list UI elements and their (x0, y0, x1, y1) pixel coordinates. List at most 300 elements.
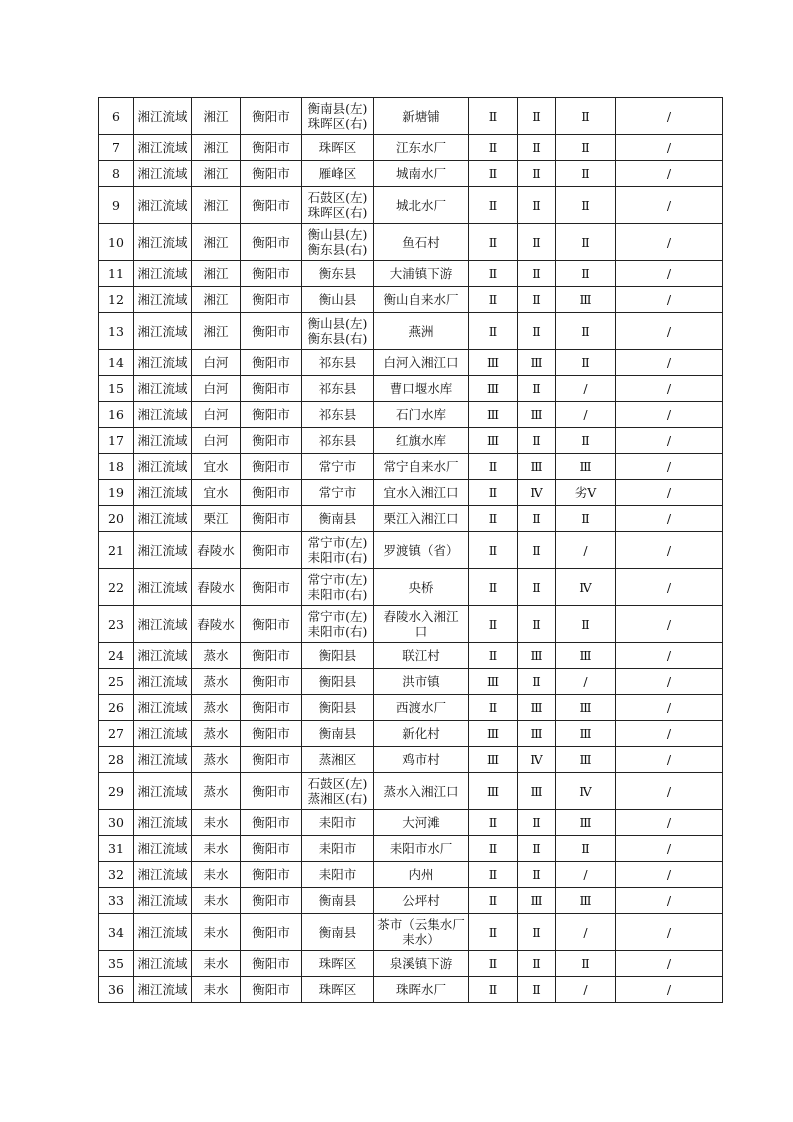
county-cell-line: 衡南县 (318, 726, 357, 741)
class-cell-1: Ⅱ (469, 98, 518, 135)
row-number: 31 (99, 836, 134, 862)
basin-cell: 湘江流域 (134, 376, 192, 402)
table-row (99, 506, 723, 532)
row-number: 17 (99, 428, 134, 454)
note-cell: / (616, 224, 723, 261)
county-cell (302, 161, 374, 187)
class-cell-2: Ⅱ (518, 261, 556, 287)
city-cell: 衡阳市 (241, 261, 302, 287)
note-cell: / (616, 480, 723, 506)
note-cell: / (616, 721, 723, 747)
basin-cell: 湘江流域 (134, 643, 192, 669)
class-cell-2: Ⅲ (518, 402, 556, 428)
row-number: 29 (99, 773, 134, 810)
note-cell: / (616, 135, 723, 161)
section-cell (374, 261, 469, 287)
section-cell-line: 洪市镇 (402, 674, 440, 689)
basin-cell: 湘江流域 (134, 261, 192, 287)
basin-cell: 湘江流域 (134, 569, 192, 606)
class-cell-3: Ⅱ (556, 606, 616, 643)
county-cell-line: 祁东县 (318, 381, 357, 396)
county-cell (302, 454, 374, 480)
class-cell-2: Ⅱ (518, 506, 556, 532)
table-row (99, 836, 723, 862)
table-row (99, 569, 723, 606)
class-cell-1: Ⅲ (469, 669, 518, 695)
class-cell-3: Ⅱ (556, 187, 616, 224)
class-cell-3: Ⅱ (556, 135, 616, 161)
class-cell-3: Ⅲ (556, 810, 616, 836)
river-cell: 湘江 (192, 98, 241, 135)
row-number: 6 (99, 98, 134, 135)
river-cell: 蒸水 (192, 773, 241, 810)
basin-cell: 湘江流域 (134, 695, 192, 721)
county-cell-line: 蒸湘区(右) (307, 791, 368, 806)
river-cell: 湘江 (192, 135, 241, 161)
county-cell (302, 376, 374, 402)
note-cell: / (616, 606, 723, 643)
table-row (99, 643, 723, 669)
section-cell-line: 新化村 (402, 726, 440, 741)
class-cell-2: Ⅳ (518, 480, 556, 506)
county-cell (302, 914, 374, 951)
class-cell-3: Ⅳ (556, 773, 616, 810)
section-cell (374, 287, 469, 313)
river-cell: 白河 (192, 376, 241, 402)
county-cell (302, 532, 374, 569)
class-cell-2: Ⅱ (518, 669, 556, 695)
county-cell-line: 衡阳县 (318, 674, 357, 689)
table-row (99, 773, 723, 810)
section-cell-line: 栗江入湘江口 (383, 511, 459, 526)
county-cell (302, 695, 374, 721)
row-number: 9 (99, 187, 134, 224)
city-cell: 衡阳市 (241, 480, 302, 506)
class-cell-3: 劣Ⅴ (556, 480, 616, 506)
row-number: 33 (99, 888, 134, 914)
table-row (99, 98, 723, 135)
table-row (99, 402, 723, 428)
county-cell-line: 衡山县(左) (307, 316, 368, 331)
note-cell: / (616, 951, 723, 977)
class-cell-1: Ⅲ (469, 721, 518, 747)
section-cell-line: 白河入湘江口 (383, 355, 459, 370)
section-cell-line: 罗渡镇（省） (383, 542, 459, 558)
row-number: 36 (99, 977, 134, 1003)
county-cell-line: 蒸湘区 (318, 752, 357, 767)
river-cell: 宜水 (192, 480, 241, 506)
basin-cell: 湘江流域 (134, 606, 192, 643)
section-cell-line: 城南水厂 (395, 166, 446, 181)
table-body (99, 98, 723, 1003)
basin-cell: 湘江流域 (134, 402, 192, 428)
county-cell (302, 862, 374, 888)
row-number: 32 (99, 862, 134, 888)
section-cell (374, 187, 469, 224)
basin-cell: 湘江流域 (134, 135, 192, 161)
county-cell-line: 衡阳县 (318, 700, 357, 715)
section-cell-line: 燕洲 (408, 323, 434, 339)
class-cell-3: / (556, 532, 616, 569)
class-cell-1: Ⅱ (469, 532, 518, 569)
note-cell: / (616, 506, 723, 532)
class-cell-1: Ⅱ (469, 135, 518, 161)
county-cell-line: 珠晖区 (318, 956, 357, 971)
river-cell: 蒸水 (192, 721, 241, 747)
river-cell: 湘江 (192, 187, 241, 224)
county-cell-line: 珠晖区(右) (307, 116, 368, 131)
class-cell-1: Ⅱ (469, 977, 518, 1003)
class-cell-2: Ⅳ (518, 747, 556, 773)
basin-cell: 湘江流域 (134, 721, 192, 747)
class-cell-1: Ⅲ (469, 773, 518, 810)
section-cell-line: 红旗水库 (395, 433, 446, 448)
section-cell-line: 宜水入湘江口 (383, 485, 459, 500)
class-cell-1: Ⅱ (469, 161, 518, 187)
class-cell-1: Ⅱ (469, 643, 518, 669)
county-cell (302, 669, 374, 695)
city-cell: 衡阳市 (241, 532, 302, 569)
county-cell-line: 衡南县 (318, 511, 357, 526)
class-cell-1: Ⅲ (469, 350, 518, 376)
city-cell: 衡阳市 (241, 376, 302, 402)
note-cell: / (616, 695, 723, 721)
table-row (99, 454, 723, 480)
table-row (99, 187, 723, 224)
basin-cell: 湘江流域 (134, 773, 192, 810)
row-number: 19 (99, 480, 134, 506)
class-cell-2: Ⅱ (518, 977, 556, 1003)
county-cell-line: 常宁市(左) (307, 535, 368, 550)
section-cell (374, 951, 469, 977)
class-cell-2: Ⅱ (518, 224, 556, 261)
river-cell: 蒸水 (192, 747, 241, 773)
section-cell-line: 城北水厂 (395, 197, 446, 213)
table-row (99, 480, 723, 506)
note-cell: / (616, 428, 723, 454)
county-cell-line: 衡东县(右) (307, 331, 368, 346)
class-cell-3: / (556, 669, 616, 695)
section-cell (374, 532, 469, 569)
basin-cell: 湘江流域 (134, 914, 192, 951)
row-number: 15 (99, 376, 134, 402)
table-row (99, 376, 723, 402)
county-cell-line: 衡阳县 (318, 648, 357, 663)
section-cell (374, 98, 469, 135)
basin-cell: 湘江流域 (134, 747, 192, 773)
class-cell-2: Ⅱ (518, 951, 556, 977)
class-cell-1: Ⅲ (469, 428, 518, 454)
county-cell-line: 石鼓区(左) (307, 190, 368, 205)
document-page (98, 97, 723, 1003)
county-cell-line: 衡山县 (318, 292, 357, 307)
city-cell: 衡阳市 (241, 888, 302, 914)
county-cell (302, 135, 374, 161)
county-cell (302, 187, 374, 224)
river-cell: 湘江 (192, 287, 241, 313)
county-cell (302, 261, 374, 287)
county-cell-line: 常宁市 (318, 459, 357, 474)
section-cell (374, 313, 469, 350)
basin-cell: 湘江流域 (134, 480, 192, 506)
class-cell-3: / (556, 977, 616, 1003)
county-cell (302, 888, 374, 914)
note-cell: / (616, 350, 723, 376)
class-cell-2: Ⅱ (518, 376, 556, 402)
basin-cell: 湘江流域 (134, 161, 192, 187)
row-number: 8 (99, 161, 134, 187)
class-cell-2: Ⅱ (518, 569, 556, 606)
class-cell-3: Ⅱ (556, 261, 616, 287)
county-cell-line: 祁东县 (318, 433, 357, 448)
county-cell-line: 耒阳市 (318, 867, 357, 882)
class-cell-2: Ⅱ (518, 606, 556, 643)
section-cell-line: 泉溪镇下游 (389, 956, 453, 971)
county-cell-line: 常宁市(左) (307, 609, 368, 624)
basin-cell: 湘江流域 (134, 98, 192, 135)
section-cell-line: 茶市（云集水厂 (377, 917, 465, 932)
city-cell: 衡阳市 (241, 695, 302, 721)
class-cell-3: Ⅲ (556, 888, 616, 914)
county-cell-line: 石鼓区(左) (307, 776, 368, 791)
class-cell-1: Ⅱ (469, 287, 518, 313)
table-row (99, 888, 723, 914)
county-cell-line: 耒阳市(右) (307, 550, 368, 565)
section-cell-line: 大河滩 (402, 815, 440, 830)
section-cell-line: 舂陵水入湘江 (383, 609, 459, 624)
city-cell: 衡阳市 (241, 773, 302, 810)
row-number: 21 (99, 532, 134, 569)
table-row (99, 224, 723, 261)
county-cell (302, 747, 374, 773)
row-number: 18 (99, 454, 134, 480)
city-cell: 衡阳市 (241, 643, 302, 669)
city-cell: 衡阳市 (241, 224, 302, 261)
basin-cell: 湘江流域 (134, 506, 192, 532)
table-row (99, 747, 723, 773)
section-cell (374, 428, 469, 454)
note-cell: / (616, 862, 723, 888)
table-row (99, 914, 723, 951)
note-cell: / (616, 810, 723, 836)
city-cell: 衡阳市 (241, 977, 302, 1003)
county-cell (302, 606, 374, 643)
class-cell-2: Ⅲ (518, 888, 556, 914)
river-cell: 舂陵水 (192, 569, 241, 606)
row-number: 14 (99, 350, 134, 376)
section-cell (374, 606, 469, 643)
section-cell (374, 747, 469, 773)
section-cell-line: 耒水） (402, 932, 440, 947)
section-cell (374, 836, 469, 862)
row-number: 25 (99, 669, 134, 695)
class-cell-2: Ⅱ (518, 836, 556, 862)
city-cell: 衡阳市 (241, 287, 302, 313)
class-cell-1: Ⅲ (469, 376, 518, 402)
section-cell (374, 773, 469, 810)
basin-cell: 湘江流域 (134, 810, 192, 836)
section-cell (374, 224, 469, 261)
city-cell: 衡阳市 (241, 810, 302, 836)
county-cell (302, 98, 374, 135)
county-cell-line: 衡南县(左) (307, 101, 368, 116)
county-cell (302, 313, 374, 350)
table-row (99, 810, 723, 836)
river-cell: 耒水 (192, 977, 241, 1003)
note-cell: / (616, 532, 723, 569)
river-cell: 耒水 (192, 914, 241, 951)
section-cell-line: 央桥 (408, 579, 434, 595)
class-cell-2: Ⅲ (518, 454, 556, 480)
county-cell-line: 珠晖区 (318, 982, 357, 997)
section-cell (374, 402, 469, 428)
county-cell (302, 506, 374, 532)
row-number: 13 (99, 313, 134, 350)
section-cell (374, 721, 469, 747)
section-cell-line: 曹口堰水库 (389, 381, 453, 396)
basin-cell: 湘江流域 (134, 836, 192, 862)
class-cell-1: Ⅱ (469, 224, 518, 261)
section-cell-line: 公坪村 (402, 893, 440, 908)
class-cell-1: Ⅱ (469, 569, 518, 606)
county-cell-line: 衡东县 (318, 266, 357, 281)
city-cell: 衡阳市 (241, 135, 302, 161)
class-cell-1: Ⅲ (469, 747, 518, 773)
river-cell: 湘江 (192, 161, 241, 187)
class-cell-1: Ⅱ (469, 454, 518, 480)
table-row (99, 977, 723, 1003)
table-row (99, 287, 723, 313)
row-number: 27 (99, 721, 134, 747)
county-cell (302, 350, 374, 376)
class-cell-3: Ⅳ (556, 569, 616, 606)
note-cell: / (616, 261, 723, 287)
row-number: 34 (99, 914, 134, 951)
row-number: 11 (99, 261, 134, 287)
table-row (99, 313, 723, 350)
county-cell-line: 耒阳市(右) (307, 587, 368, 602)
class-cell-2: Ⅲ (518, 773, 556, 810)
class-cell-2: Ⅱ (518, 914, 556, 951)
class-cell-2: Ⅱ (518, 161, 556, 187)
city-cell: 衡阳市 (241, 350, 302, 376)
section-cell (374, 914, 469, 951)
county-cell-line: 祁东县 (318, 407, 357, 422)
city-cell: 衡阳市 (241, 402, 302, 428)
county-cell (302, 402, 374, 428)
county-cell (302, 569, 374, 606)
basin-cell: 湘江流域 (134, 532, 192, 569)
note-cell: / (616, 669, 723, 695)
county-cell (302, 224, 374, 261)
city-cell: 衡阳市 (241, 569, 302, 606)
class-cell-3: Ⅱ (556, 350, 616, 376)
river-cell: 蒸水 (192, 643, 241, 669)
basin-cell: 湘江流域 (134, 224, 192, 261)
row-number: 7 (99, 135, 134, 161)
class-cell-2: Ⅲ (518, 643, 556, 669)
class-cell-2: Ⅲ (518, 721, 556, 747)
table-row (99, 428, 723, 454)
water-quality-table (98, 97, 723, 1003)
city-cell: 衡阳市 (241, 506, 302, 532)
table-row (99, 951, 723, 977)
note-cell: / (616, 313, 723, 350)
class-cell-3: / (556, 914, 616, 951)
table-row (99, 669, 723, 695)
basin-cell: 湘江流域 (134, 951, 192, 977)
note-cell: / (616, 187, 723, 224)
city-cell: 衡阳市 (241, 454, 302, 480)
class-cell-3: Ⅱ (556, 313, 616, 350)
river-cell: 白河 (192, 402, 241, 428)
class-cell-3: Ⅱ (556, 951, 616, 977)
county-cell-line: 衡南县 (318, 924, 357, 940)
class-cell-2: Ⅱ (518, 810, 556, 836)
note-cell: / (616, 376, 723, 402)
note-cell: / (616, 569, 723, 606)
class-cell-1: Ⅱ (469, 836, 518, 862)
note-cell: / (616, 773, 723, 810)
section-cell-line: 常宁自来水厂 (383, 459, 459, 474)
section-cell-line: 珠晖水厂 (395, 982, 446, 997)
class-cell-2: Ⅱ (518, 313, 556, 350)
river-cell: 舂陵水 (192, 532, 241, 569)
class-cell-3: Ⅱ (556, 161, 616, 187)
row-number: 10 (99, 224, 134, 261)
class-cell-3: Ⅱ (556, 98, 616, 135)
class-cell-2: Ⅲ (518, 695, 556, 721)
section-cell (374, 569, 469, 606)
river-cell: 耒水 (192, 888, 241, 914)
row-number: 20 (99, 506, 134, 532)
county-cell (302, 810, 374, 836)
county-cell (302, 480, 374, 506)
class-cell-1: Ⅱ (469, 888, 518, 914)
section-cell-line: 新塘铺 (402, 108, 440, 124)
river-cell: 舂陵水 (192, 606, 241, 643)
class-cell-3: Ⅲ (556, 454, 616, 480)
class-cell-1: Ⅱ (469, 951, 518, 977)
row-number: 26 (99, 695, 134, 721)
river-cell: 湘江 (192, 313, 241, 350)
basin-cell: 湘江流域 (134, 454, 192, 480)
class-cell-1: Ⅱ (469, 313, 518, 350)
class-cell-1: Ⅱ (469, 810, 518, 836)
section-cell-line: 江东水厂 (395, 140, 446, 155)
table-row (99, 721, 723, 747)
class-cell-3: Ⅲ (556, 721, 616, 747)
section-cell-line: 内州 (408, 867, 434, 882)
city-cell: 衡阳市 (241, 313, 302, 350)
class-cell-3: / (556, 402, 616, 428)
city-cell: 衡阳市 (241, 428, 302, 454)
basin-cell: 湘江流域 (134, 669, 192, 695)
county-cell (302, 721, 374, 747)
section-cell-line: 西渡水厂 (395, 700, 446, 715)
county-cell (302, 428, 374, 454)
class-cell-2: Ⅱ (518, 428, 556, 454)
basin-cell: 湘江流域 (134, 187, 192, 224)
county-cell-line: 耒阳市(右) (307, 624, 368, 639)
river-cell: 白河 (192, 428, 241, 454)
class-cell-3: Ⅲ (556, 287, 616, 313)
class-cell-2: Ⅱ (518, 287, 556, 313)
note-cell: / (616, 161, 723, 187)
river-cell: 蒸水 (192, 669, 241, 695)
basin-cell: 湘江流域 (134, 888, 192, 914)
note-cell: / (616, 402, 723, 428)
